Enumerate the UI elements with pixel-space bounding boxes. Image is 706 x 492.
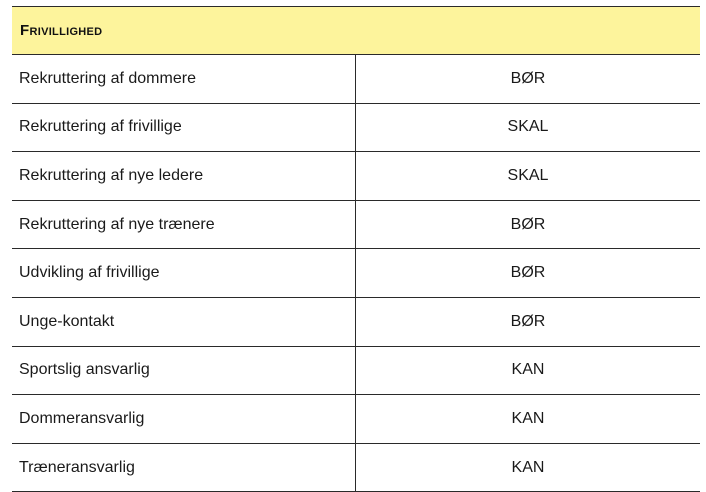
row-value: BØR [510, 264, 546, 282]
row-label: Sportslig ansvarlig [12, 347, 356, 395]
row-label: Udvikling af frivillige [12, 249, 356, 297]
table-row [12, 55, 700, 104]
row-value: KAN [511, 458, 545, 476]
row-value: KAN [511, 409, 545, 427]
row-label: Rekruttering af nye ledere [12, 152, 356, 200]
table-row [12, 152, 700, 201]
row-value: KAN [511, 361, 545, 379]
row-value: BØR [510, 215, 546, 233]
row-value: SKAL [507, 118, 549, 136]
row-value: SKAL [507, 166, 549, 184]
row-label: Dommeransvarlig [12, 395, 356, 443]
table-row [12, 347, 700, 396]
row-label: Rekruttering af dommere [12, 55, 356, 103]
row-label: Unge-kontakt [12, 298, 356, 346]
requirements-table [12, 6, 700, 492]
table-row [12, 249, 700, 298]
section-header [12, 7, 700, 55]
row-label: Rekruttering af frivillige [12, 104, 356, 152]
table-row [12, 298, 700, 347]
table-row [12, 201, 700, 250]
row-value: BØR [510, 69, 546, 87]
row-label: Rekruttering af nye trænere [12, 201, 356, 249]
row-value: BØR [510, 312, 546, 330]
table-row [12, 395, 700, 444]
table-row [12, 104, 700, 153]
section-title: Frivillighed [20, 22, 103, 39]
row-label: Træneransvarlig [12, 444, 356, 492]
